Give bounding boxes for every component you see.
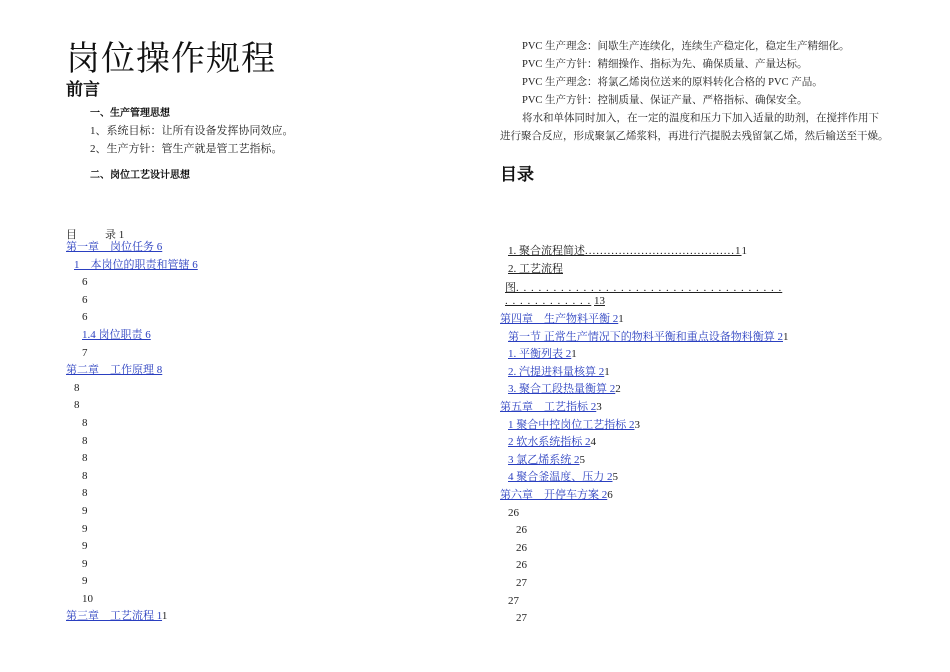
toc-entry[interactable] [500, 452, 789, 470]
toc-entry [66, 433, 198, 451]
toc-link[interactable]: 第五章 工艺指标 2 [500, 400, 597, 413]
toc-entry [66, 573, 198, 591]
toc-page-number: 5 [579, 453, 585, 466]
section-heading-1: 一、生产管理思想 [90, 108, 170, 119]
toc-page-number: 10 [82, 592, 93, 605]
toc-entry[interactable] [500, 364, 789, 382]
paragraph-line-3: PVC 生产理念：将氯乙烯岗位送来的原料转化合格的 PVC 产品。 [522, 77, 823, 88]
toc-entry[interactable] [500, 311, 789, 329]
toc-entry-text[interactable]: 2. 工艺流程 [508, 263, 563, 275]
toc-page-number: 26 [516, 559, 527, 572]
toc-entry [66, 556, 198, 574]
toc-link[interactable]: 第四章 生产物料平衡 2 [500, 313, 619, 325]
paragraph-line-1: PVC 生产理念：间歇生产连续化，连续生产稳定化，稳定生产精细化。 [522, 41, 850, 52]
toc-page-number: 2 [615, 383, 621, 396]
toc-entry[interactable] [500, 381, 789, 399]
left-toc-list [66, 239, 198, 626]
paragraph-item-1: 1、系统目标：让所有设备发挥协同效应。 [90, 125, 294, 137]
toc-entry[interactable] [66, 362, 198, 380]
toc-entry [500, 522, 789, 540]
toc-entry [66, 397, 198, 415]
toc-page-number: 9 [82, 575, 88, 588]
toc-link[interactable]: 2 软水系统指标 2 [508, 436, 591, 449]
toc-heading-right: 目录 [500, 165, 534, 185]
toc-page-number: 7 [82, 346, 88, 359]
toc-link[interactable]: 第三章 工艺流程 1 [66, 610, 163, 623]
toc-page-number: 1 [618, 313, 624, 325]
toc-heading-a: 目 [66, 229, 77, 241]
toc-entry [66, 415, 198, 433]
toc-page-number: 1 [571, 348, 577, 361]
toc-page-number: 26 [516, 541, 527, 554]
toc-link[interactable]: 3. 聚合工段热量衡算 2 [508, 383, 616, 396]
toc-entry-process-overview[interactable] [508, 242, 747, 258]
paragraph-line-5: 将水和单体同时加入，在一定的温度和压力下加入适量的助剂，在搅拌作用下 [522, 113, 879, 124]
toc-entry[interactable] [500, 346, 789, 364]
toc-page-number: 8 [74, 381, 80, 394]
toc-link[interactable]: 第六章 开停车方案 2 [500, 488, 608, 501]
paragraph-item-2: 2、生产方针：管生产就是管工艺指标。 [90, 143, 283, 155]
toc-page-number: 26 [508, 506, 519, 519]
toc-page-number: 1 [162, 610, 168, 623]
toc-page-number: 9 [82, 522, 88, 535]
paragraph-line-4: PVC 生产方针：控制质量、保证产量、严格指标、确保安全。 [522, 95, 808, 106]
toc-page-number: 8 [82, 416, 88, 429]
toc-link[interactable]: 1 聚合中控岗位工艺指标 2 [508, 418, 635, 431]
toc-entry [66, 485, 198, 503]
toc-link[interactable]: 2. 汽提进料量核算 2 [508, 365, 605, 378]
toc-entry [66, 380, 198, 398]
toc-page-number: 9 [82, 504, 88, 517]
toc-page-number: 8 [74, 399, 80, 412]
right-toc-list [500, 311, 789, 628]
toc-page-number: 3 [634, 418, 640, 431]
toc-entry [66, 591, 198, 609]
paragraph-line-6: 进行聚合反应，形成聚氯乙烯浆料，再进行汽提脱去残留氯乙烯，然后输送至干燥。 [500, 131, 889, 142]
toc-page-number: 9 [82, 540, 88, 553]
toc-entry [66, 503, 198, 521]
toc-entry-figure[interactable] [505, 279, 782, 295]
toc-page-number: 6 [82, 276, 88, 289]
toc-page-number: 27 [516, 576, 527, 589]
toc-page-number: 27 [508, 594, 519, 607]
toc-page-number: 8 [82, 452, 88, 465]
toc-entry [66, 292, 198, 310]
toc-page-number: 1 [741, 245, 747, 257]
toc-page-number: 8 [82, 434, 88, 447]
toc-entry [66, 538, 198, 556]
toc-entry[interactable] [66, 257, 198, 275]
toc-page-number: 9 [82, 557, 88, 570]
toc-entry[interactable] [500, 399, 789, 417]
toc-leader-dots[interactable]: . . . . . . . . . . . . . . . . . . . . . . . . . . . . . . . . . . . . [516, 282, 783, 294]
toc-entry[interactable] [66, 327, 198, 345]
toc-entry [500, 540, 789, 558]
toc-page-number: 5 [612, 471, 618, 484]
toc-page-number: 4 [590, 436, 596, 449]
toc-page-number: 8 [82, 469, 88, 482]
toc-entry[interactable] [500, 434, 789, 452]
toc-entry[interactable] [500, 487, 789, 505]
toc-entry [66, 468, 198, 486]
toc-link[interactable]: 1.4 岗位职责 6 [82, 328, 151, 341]
toc-entry[interactable] [500, 417, 789, 435]
toc-link[interactable]: 3 氯乙烯系统 2 [508, 453, 580, 466]
toc-entry [66, 274, 198, 292]
toc-entry-text[interactable]: 图 [505, 282, 516, 294]
toc-page-number: 1 [604, 365, 610, 378]
toc-entry-figure-cont[interactable] [505, 295, 605, 307]
toc-entry [500, 593, 789, 611]
toc-entry-process-flow[interactable] [508, 260, 563, 276]
toc-page-number: 26 [516, 524, 527, 537]
toc-page-number: 1 [783, 330, 789, 343]
toc-entry[interactable] [500, 469, 789, 487]
toc-page-number: 6 [607, 488, 613, 501]
toc-entry [66, 450, 198, 468]
toc-page-number: 6 [82, 311, 88, 324]
toc-entry [500, 610, 789, 628]
toc-entry [66, 521, 198, 539]
toc-page-number: 13 [594, 295, 605, 307]
paragraph-line-2: PVC 生产方针：精细操作、指标为先、确保质量、产量达标。 [522, 59, 808, 70]
toc-heading-b: 录 1 [105, 229, 125, 241]
toc-link[interactable]: 第一章 岗位任务 6 [66, 241, 163, 253]
toc-entry[interactable] [500, 329, 789, 347]
toc-link[interactable]: 1 本岗位的职责和管辖 6 [74, 258, 198, 271]
toc-leader-dots[interactable]: . . . . . . . . . . . . [505, 295, 592, 307]
preface-heading: 前言 [66, 80, 100, 100]
toc-entry [500, 557, 789, 575]
toc-entry[interactable] [66, 608, 198, 626]
toc-link[interactable]: 第一节 正常生产情况下的物料平衡和重点设备物料衡算 2 [508, 330, 783, 343]
toc-page-number: 27 [516, 612, 527, 625]
toc-page-number: 8 [82, 487, 88, 500]
toc-link[interactable]: 第二章 工作原理 8 [66, 364, 163, 377]
section-heading-2: 二、岗位工艺设计思想 [90, 170, 190, 181]
toc-link[interactable]: 1. 平衡列表 2 [508, 348, 572, 361]
toc-leader-dots[interactable]: ........................................1 [585, 245, 742, 257]
toc-entry [500, 505, 789, 523]
toc-link[interactable]: 4 聚合釜温度、压力 2 [508, 471, 613, 484]
toc-page-number: 6 [82, 293, 88, 306]
toc-entry [66, 309, 198, 327]
toc-entry-text[interactable]: 1. 聚合流程简述 [508, 245, 585, 257]
toc-page-number: 3 [596, 400, 602, 413]
toc-entry[interactable] [66, 239, 198, 257]
document-title: 岗位操作规程 [66, 39, 276, 79]
toc-entry [500, 575, 789, 593]
toc-entry [66, 345, 198, 363]
